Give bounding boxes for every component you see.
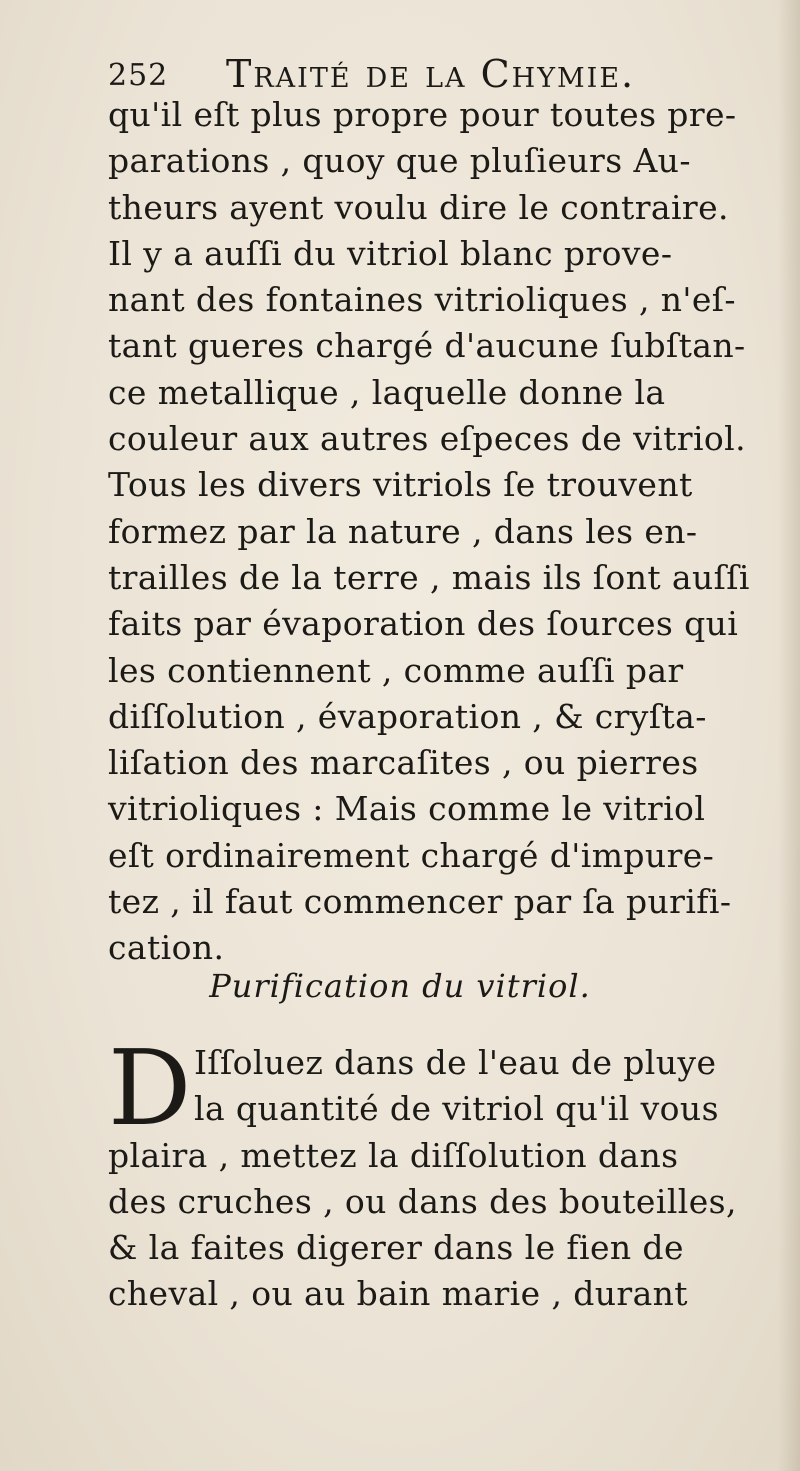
text-line: parations , quoy que pluſieurs Au- (108, 141, 691, 181)
text-line: nant des fontaines vitrioliques , n'eſ- (108, 280, 736, 320)
text-line: faits par évaporation des ſources qui (108, 604, 739, 644)
text-line: theurs ayent voulu dire le contraire. (108, 187, 729, 227)
text-line: la quantité de vitriol qu'il vous (194, 1089, 719, 1129)
text-line: trailles de la terre , mais ils ſont auſſi (108, 557, 750, 597)
text-line: tant gueres chargé d'aucune ſubſtan- (108, 326, 746, 366)
text-line: formez par la nature , dans les en- (108, 511, 698, 551)
text-line: diſſolution , évaporation , & cryſta- (108, 696, 707, 736)
page-fold-shadow (778, 0, 800, 1471)
text-line: les contiennent , comme auſſi par (108, 650, 684, 690)
text-line: qu'il eſt plus propre pour toutes pre- (108, 95, 737, 134)
text-line: Iſſoluez dans de l'eau de pluye (194, 1043, 717, 1082)
paragraph-1 (108, 92, 768, 972)
paragraph-2 (108, 1027, 768, 1318)
section-title: Purification du vitriol. (209, 967, 591, 1005)
text-line: cheval , ou au bain marie , durant (108, 1274, 688, 1314)
text-line: Il y a auſſi du vitriol blanc prove- (108, 233, 673, 273)
text-line: eſt ordinairement chargé d'impure- (108, 835, 715, 875)
text-line: tez , il faut commencer par ſa purifi- (108, 882, 732, 922)
text-line: des cruches , ou dans des bouteilles, (108, 1181, 737, 1221)
drop-cap: D (108, 1027, 192, 1149)
text-line: ce metallique , laquelle donne la (108, 372, 666, 412)
text-line: couleur aux autres eſpeces de vitriol. (108, 419, 747, 459)
text-line: plaira , mettez la diſſolution dans (108, 1135, 679, 1175)
text-line: & la faites digerer dans le fien de (108, 1228, 684, 1268)
text-line: vitrioliques : Mais comme le vitriol (108, 789, 706, 829)
page-number: 252 (108, 58, 169, 93)
running-title: Traité de la Chymie. (226, 52, 636, 96)
text-line: Tous les divers vitriols ſe trouvent (108, 465, 693, 505)
text-line: cation. (108, 928, 225, 968)
text-line: liſation des marcaſites , ou pierres (108, 743, 699, 783)
